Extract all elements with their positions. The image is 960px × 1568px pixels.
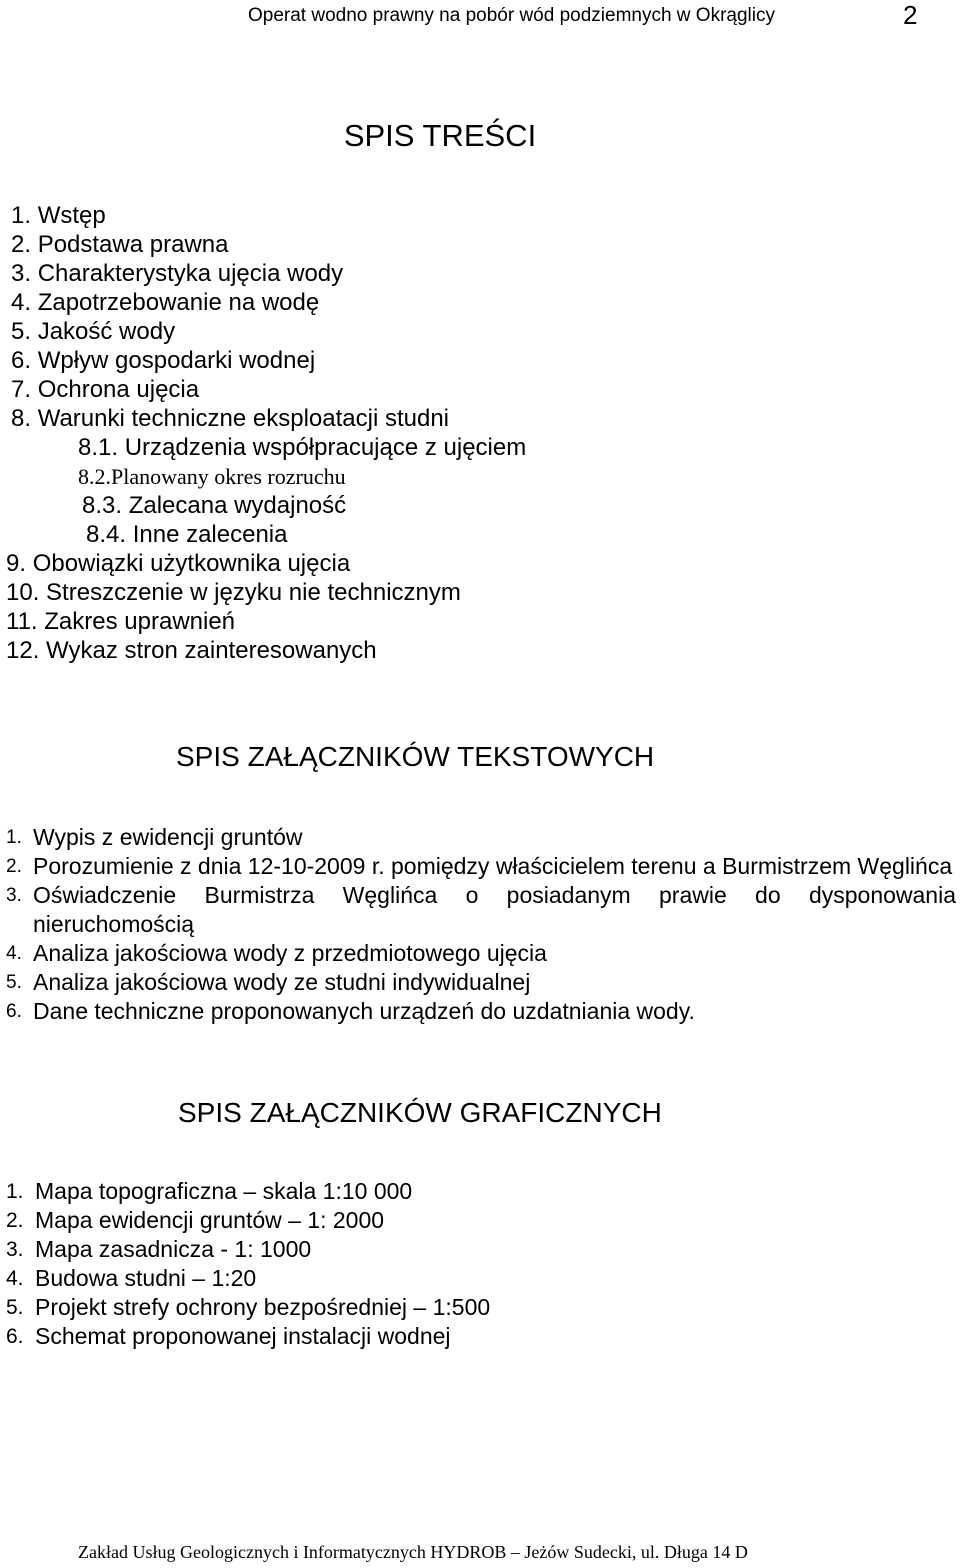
toc-item: 10. Streszczenie w języku nie technicznym <box>6 579 461 606</box>
toc-item: 1. Wstęp <box>11 202 106 229</box>
toc-list <box>0 201 960 665</box>
graphic-attachment-item: 1. Mapa topograficzna – skala 1:10 000 <box>6 1178 413 1204</box>
toc-item: 2. Podstawa prawna <box>11 231 229 258</box>
text-attachments-list <box>6 823 956 1026</box>
page-header <box>0 0 960 36</box>
text-attachments-title: SPIS ZAŁĄCZNIKÓW TEKSTOWYCH <box>176 741 655 772</box>
toc-item: 8. Warunki techniczne eksploatacji studni <box>11 405 450 432</box>
graphic-attachment-item: 5. Projekt strefy ochrony bezpośredniej – 1:500 <box>6 1294 491 1320</box>
attachment-item: 5. Analiza jakościowa wody ze studni indywidualnej <box>6 969 531 995</box>
graphic-attachment-item: 4. Budowa studni – 1:20 <box>6 1265 257 1291</box>
graphic-attachment-item: 6. Schemat proponowanej instalacji wodnej <box>6 1323 451 1349</box>
toc-subitem: 8.3. Zalecana wydajność <box>82 492 347 519</box>
graphic-attachments-title: SPIS ZAŁĄCZNIKÓW GRAFICZNYCH <box>178 1097 662 1128</box>
footer-text: Zakład Usług Geologicznych i Informatycznych HYDROB – Jeżów Sudecki, ul. Długa 14 D <box>78 1542 748 1562</box>
toc-subitem: 8.1. Urządzenia współpracujące z ujęciem <box>78 434 527 461</box>
page-number: 2 <box>903 0 918 30</box>
toc-subitem: 8.2.Planowany okres rozruchu <box>78 464 346 489</box>
toc-subitem: 8.4. Inne zalecenia <box>86 521 288 548</box>
graphic-attachment-item: 2. Mapa ewidencji gruntów – 1: 2000 <box>6 1207 385 1233</box>
toc-item: 4. Zapotrzebowanie na wodę <box>11 289 320 316</box>
attachment-item: 2. Porozumienie z dnia 12-10-2009 r. pomiędzy właścicielem terenu a Burmistrzem Węglińca <box>6 853 953 879</box>
toc-item: 7. Ochrona ujęcia <box>11 376 200 403</box>
toc-item: 11. Zakres uprawnień <box>6 608 236 635</box>
attachment-item: 6. Dane techniczne proponowanych urządzeń do uzdatniania wody. <box>6 998 695 1024</box>
toc-item: 3. Charakterystyka ujęcia wody <box>11 260 344 287</box>
toc-item: 12. Wykaz stron zainteresowanych <box>6 637 377 664</box>
toc-title: SPIS TREŚCI <box>343 118 537 153</box>
toc-item: 9. Obowiązki użytkownika ujęcia <box>6 550 351 577</box>
header-title: Operat wodno prawny na pobór wód podziemnych w Okrąglicy <box>248 5 775 26</box>
graphic-attachment-item: 3. Mapa zasadnicza - 1: 1000 <box>6 1236 312 1262</box>
attachment-item: 4. Analiza jakościowa wody z przedmiotowego ujęcia <box>6 940 547 966</box>
page-footer <box>0 1542 960 1568</box>
toc-item: 5. Jakość wody <box>11 318 176 345</box>
attachment-item: 3. Oświadczenie Burmistrza Węglińca o posiadanym prawie do dysponowania nieruchomością <box>6 882 956 937</box>
attachment-item: 1. Wypis z ewidencji gruntów <box>6 824 303 850</box>
graphic-attachments-list <box>6 1177 906 1351</box>
toc-item: 6. Wpływ gospodarki wodnej <box>11 347 316 374</box>
